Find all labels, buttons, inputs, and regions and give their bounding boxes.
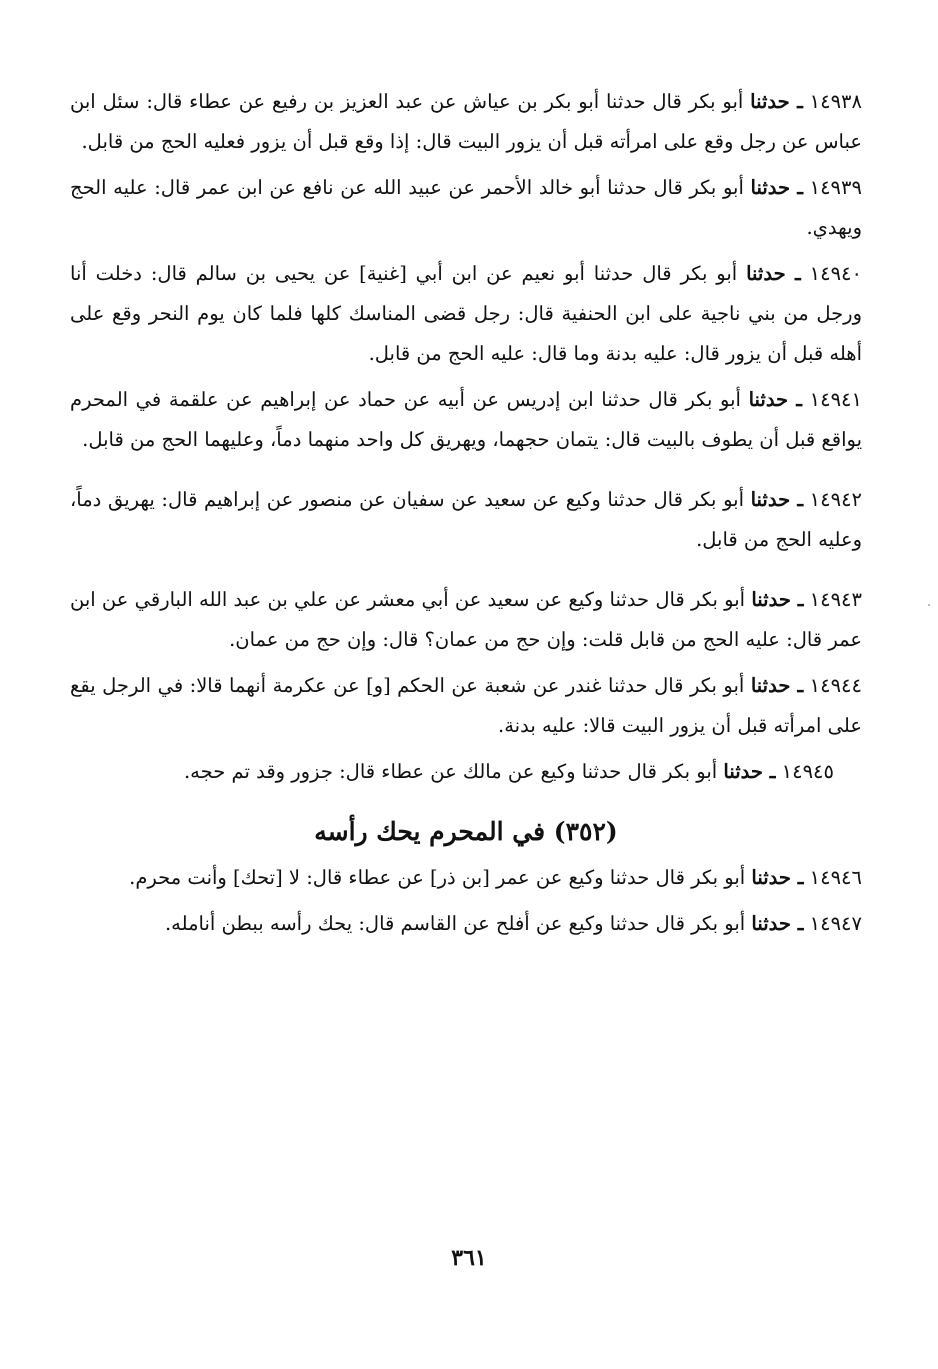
entry-number: ١٤٩٤٢ <box>809 488 863 511</box>
entry-text: أبو بكر قال حدثنا ابن إدريس عن أبيه عن حماد عن إبراهيم عن علقمة في المحرم يواقع قبل أن يطوف بالبيت قال: يتمان حجهما، ويهريق كل واحد منهما دماً، وعليهما الحج من قابل. <box>70 388 862 451</box>
entry-lead: ـ حدثنا <box>751 912 804 935</box>
hadith-entry <box>70 168 862 248</box>
entry-lead: ـ حدثنا <box>723 760 776 783</box>
entry-lead: ـ حدثنا <box>750 674 804 697</box>
entry-text: أبو بكر قال حدثنا أبو خالد الأحمر عن عبيد الله عن نافع عن ابن عمر قال: عليه الحج ويهدي. <box>70 176 862 239</box>
hadith-entry <box>70 580 862 660</box>
hadith-entry <box>70 380 862 460</box>
text-column <box>70 82 862 944</box>
entry-text: أبو بكر قال حدثنا وكيع عن أفلح عن القاسم قال: يحك رأسه ببطن أنامله. <box>164 912 746 935</box>
entry-text: أبو بكر قال حدثنا وكيع عن سعيد عن أبي معشر عن علي بن عبد الله البارقي عن ابن عمر قال: عليه الحج من قابل قلت: وإن حج من عمان؟ قال: وإن حج من عمان. <box>70 588 862 651</box>
hadith-entry <box>70 480 862 560</box>
entry-number: ١٤٩٤٠ <box>809 262 863 285</box>
entry-text: أبو بكر قال حدثنا وكيع عن مالك عن عطاء قال: جزور وقد تم حجه. <box>183 760 718 783</box>
chapter-heading: (٣٥٢) في المحرم يحك رأسه <box>314 817 618 846</box>
entry-text: أبو بكر قال حدثنا أبو بكر بن عياش عن عبد العزيز بن رفيع عن عطاء قال: سئل ابن عباس عن رجل وقع على امرأته قبل أن يزور البيت قال: إذا وقع قبل أن يزور فعليه الحج من قابل. <box>70 90 862 153</box>
entry-lead: ـ حدثنا <box>748 388 803 411</box>
entry-lead: ـ حدثنا <box>750 90 803 113</box>
entry-number: ١٤٩٤٦ <box>809 866 862 889</box>
entry-lead: ـ حدثنا <box>751 866 804 889</box>
hadith-entry <box>70 752 862 792</box>
entry-lead: ـ حدثنا <box>750 488 804 511</box>
entry-text: أبو بكر قال حدثنا وكيع عن سعيد عن سفيان عن منصور عن إبراهيم قال: يهريق دماً، وعليه الحج من قابل. <box>70 488 862 551</box>
entry-number: ١٤٩٣٨ <box>809 90 863 113</box>
entry-text: أبو بكر قال حدثنا وكيع عن عمر [بن ذر] عن عطاء قال: لا [تحك] وأنت محرم. <box>129 866 746 889</box>
entry-number: ١٤٩٤٣ <box>809 588 863 611</box>
hadith-entry <box>70 904 862 944</box>
entry-text: أبو بكر قال حدثنا أبو نعيم عن ابن أبي [غنية] عن يحيى بن سالم قال: دخلت أنا ورجل من بني ناجية على ابن الحنفية قال: رجل قضى المناسك كلها فلما كان يوم النحر وقع على أهله قبل أن يزور قال: عليه بدنة وما قال: عليه الحج من قابل. <box>70 262 862 365</box>
entry-lead: ـ حدثنا <box>746 262 801 285</box>
margin-speck <box>928 604 930 606</box>
entry-number: ١٤٩٤٥ <box>781 760 834 783</box>
entry-lead: ـ حدثنا <box>751 588 804 611</box>
hadith-entry <box>70 666 862 746</box>
entry-number: ١٤٩٤١ <box>809 388 862 411</box>
page-number: ٣٦١ <box>451 1245 487 1271</box>
hadith-entry <box>70 254 862 374</box>
entry-lead: ـ حدثنا <box>750 176 803 199</box>
hadith-entry <box>70 82 862 162</box>
entry-text: أبو بكر قال حدثنا غندر عن شعبة عن الحكم [و] عن عكرمة أنهما قالا: في الرجل يقع على امرأته قبل أن يزور البيت قالا: عليه بدنة. <box>70 674 862 737</box>
entry-number: ١٤٩٤٤ <box>809 674 863 697</box>
hadith-entry <box>70 858 862 898</box>
entry-number: ١٤٩٣٩ <box>809 176 862 199</box>
entry-number: ١٤٩٤٧ <box>809 912 862 935</box>
